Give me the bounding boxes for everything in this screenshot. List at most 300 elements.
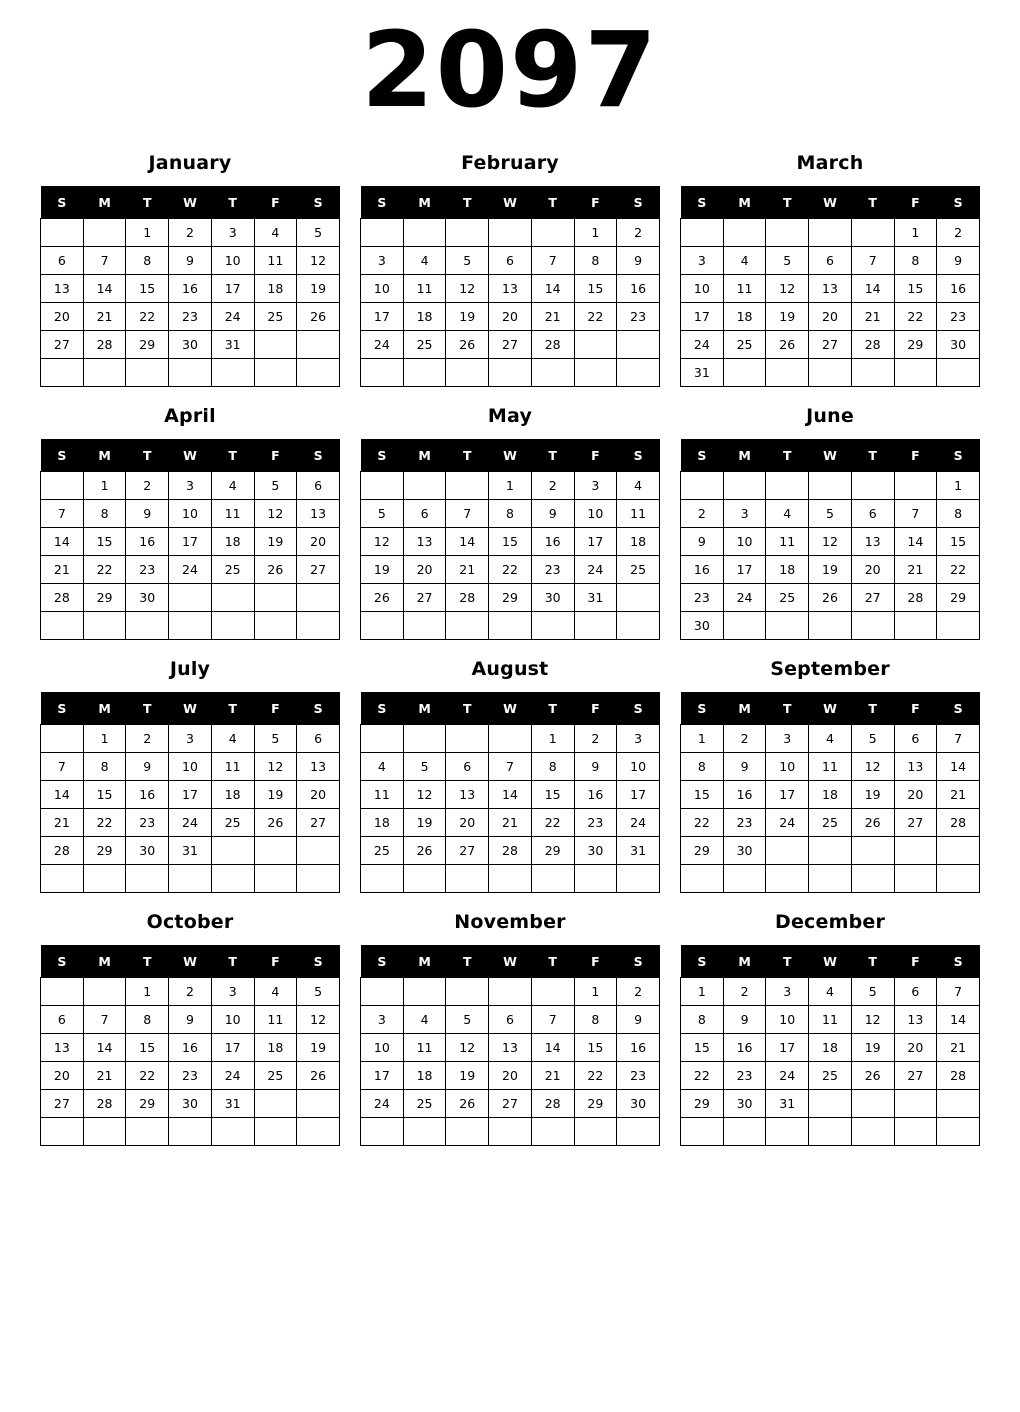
day-cell[interactable]: 20 — [489, 1062, 532, 1090]
day-cell[interactable]: 3 — [169, 725, 212, 753]
day-cell[interactable]: 22 — [894, 303, 937, 331]
day-cell[interactable]: 18 — [254, 1034, 297, 1062]
day-cell[interactable]: 29 — [126, 1090, 169, 1118]
day-cell[interactable]: 8 — [574, 247, 617, 275]
day-cell[interactable]: 18 — [617, 528, 660, 556]
day-cell[interactable]: 3 — [361, 247, 404, 275]
day-cell[interactable]: 3 — [361, 1006, 404, 1034]
day-cell[interactable]: 27 — [809, 331, 852, 359]
day-cell[interactable]: 23 — [126, 809, 169, 837]
day-cell[interactable]: 4 — [211, 725, 254, 753]
day-cell[interactable]: 28 — [446, 584, 489, 612]
day-cell[interactable]: 23 — [723, 809, 766, 837]
day-cell[interactable]: 29 — [937, 584, 980, 612]
day-cell[interactable]: 4 — [361, 753, 404, 781]
day-cell[interactable]: 2 — [617, 978, 660, 1006]
day-cell[interactable]: 22 — [531, 809, 574, 837]
day-cell[interactable]: 19 — [254, 781, 297, 809]
day-cell[interactable]: 26 — [446, 331, 489, 359]
day-cell[interactable]: 11 — [809, 753, 852, 781]
day-cell[interactable]: 18 — [723, 303, 766, 331]
day-cell[interactable]: 4 — [403, 247, 446, 275]
day-cell[interactable]: 4 — [766, 500, 809, 528]
day-cell[interactable]: 7 — [894, 500, 937, 528]
day-cell[interactable]: 3 — [617, 725, 660, 753]
day-cell[interactable]: 7 — [489, 753, 532, 781]
day-cell[interactable]: 8 — [937, 500, 980, 528]
day-cell[interactable]: 26 — [361, 584, 404, 612]
day-cell[interactable]: 1 — [937, 472, 980, 500]
day-cell[interactable]: 26 — [851, 1062, 894, 1090]
day-cell[interactable]: 24 — [169, 809, 212, 837]
day-cell[interactable]: 18 — [766, 556, 809, 584]
day-cell[interactable]: 22 — [83, 556, 126, 584]
day-cell[interactable]: 11 — [211, 500, 254, 528]
day-cell[interactable]: 30 — [617, 1090, 660, 1118]
day-cell[interactable]: 7 — [83, 247, 126, 275]
day-cell[interactable]: 24 — [766, 809, 809, 837]
day-cell[interactable]: 18 — [809, 781, 852, 809]
day-cell[interactable]: 9 — [574, 753, 617, 781]
day-cell[interactable]: 22 — [574, 303, 617, 331]
day-cell[interactable]: 4 — [809, 725, 852, 753]
day-cell[interactable]: 10 — [617, 753, 660, 781]
day-cell[interactable]: 13 — [851, 528, 894, 556]
day-cell[interactable]: 9 — [531, 500, 574, 528]
day-cell[interactable]: 14 — [937, 1006, 980, 1034]
day-cell[interactable]: 15 — [83, 528, 126, 556]
day-cell[interactable]: 2 — [574, 725, 617, 753]
day-cell[interactable]: 16 — [126, 528, 169, 556]
day-cell[interactable]: 6 — [489, 1006, 532, 1034]
day-cell[interactable]: 3 — [211, 219, 254, 247]
day-cell[interactable]: 2 — [169, 219, 212, 247]
day-cell[interactable]: 21 — [937, 1034, 980, 1062]
day-cell[interactable]: 28 — [937, 1062, 980, 1090]
day-cell[interactable]: 13 — [489, 275, 532, 303]
day-cell[interactable]: 3 — [681, 247, 724, 275]
day-cell[interactable]: 24 — [723, 584, 766, 612]
day-cell[interactable]: 9 — [169, 1006, 212, 1034]
day-cell[interactable]: 8 — [83, 500, 126, 528]
day-cell[interactable]: 9 — [723, 1006, 766, 1034]
day-cell[interactable]: 14 — [83, 275, 126, 303]
day-cell[interactable]: 26 — [297, 303, 340, 331]
day-cell[interactable]: 13 — [41, 275, 84, 303]
day-cell[interactable]: 19 — [766, 303, 809, 331]
day-cell[interactable]: 28 — [83, 331, 126, 359]
day-cell[interactable]: 22 — [489, 556, 532, 584]
day-cell[interactable]: 14 — [41, 528, 84, 556]
day-cell[interactable]: 24 — [211, 1062, 254, 1090]
day-cell[interactable]: 16 — [937, 275, 980, 303]
day-cell[interactable]: 17 — [169, 528, 212, 556]
day-cell[interactable]: 19 — [297, 1034, 340, 1062]
day-cell[interactable]: 30 — [723, 837, 766, 865]
day-cell[interactable]: 18 — [211, 528, 254, 556]
day-cell[interactable]: 8 — [531, 753, 574, 781]
day-cell[interactable]: 28 — [894, 584, 937, 612]
day-cell[interactable]: 15 — [531, 781, 574, 809]
day-cell[interactable]: 16 — [723, 781, 766, 809]
day-cell[interactable]: 21 — [851, 303, 894, 331]
day-cell[interactable]: 19 — [851, 1034, 894, 1062]
day-cell[interactable]: 10 — [169, 753, 212, 781]
day-cell[interactable]: 30 — [937, 331, 980, 359]
day-cell[interactable]: 1 — [489, 472, 532, 500]
day-cell[interactable]: 28 — [41, 584, 84, 612]
day-cell[interactable]: 16 — [574, 781, 617, 809]
day-cell[interactable]: 13 — [894, 753, 937, 781]
day-cell[interactable]: 20 — [446, 809, 489, 837]
day-cell[interactable]: 10 — [361, 275, 404, 303]
day-cell[interactable]: 25 — [254, 1062, 297, 1090]
day-cell[interactable]: 29 — [681, 837, 724, 865]
day-cell[interactable]: 1 — [531, 725, 574, 753]
day-cell[interactable]: 4 — [254, 219, 297, 247]
day-cell[interactable]: 6 — [297, 725, 340, 753]
day-cell[interactable]: 17 — [574, 528, 617, 556]
day-cell[interactable]: 18 — [403, 303, 446, 331]
day-cell[interactable]: 17 — [361, 1062, 404, 1090]
day-cell[interactable]: 17 — [766, 1034, 809, 1062]
day-cell[interactable]: 17 — [617, 781, 660, 809]
day-cell[interactable]: 16 — [169, 275, 212, 303]
day-cell[interactable]: 9 — [617, 1006, 660, 1034]
day-cell[interactable]: 14 — [83, 1034, 126, 1062]
day-cell[interactable]: 9 — [723, 753, 766, 781]
day-cell[interactable]: 4 — [211, 472, 254, 500]
day-cell[interactable]: 22 — [681, 1062, 724, 1090]
day-cell[interactable]: 22 — [83, 809, 126, 837]
day-cell[interactable]: 2 — [617, 219, 660, 247]
day-cell[interactable]: 28 — [531, 331, 574, 359]
day-cell[interactable]: 15 — [681, 781, 724, 809]
day-cell[interactable]: 26 — [851, 809, 894, 837]
day-cell[interactable]: 12 — [809, 528, 852, 556]
day-cell[interactable]: 29 — [83, 837, 126, 865]
day-cell[interactable]: 30 — [126, 837, 169, 865]
day-cell[interactable]: 13 — [809, 275, 852, 303]
day-cell[interactable]: 18 — [211, 781, 254, 809]
day-cell[interactable]: 19 — [809, 556, 852, 584]
day-cell[interactable]: 25 — [403, 331, 446, 359]
day-cell[interactable]: 27 — [489, 331, 532, 359]
day-cell[interactable]: 26 — [809, 584, 852, 612]
day-cell[interactable]: 11 — [403, 275, 446, 303]
day-cell[interactable]: 30 — [169, 331, 212, 359]
day-cell[interactable]: 16 — [126, 781, 169, 809]
day-cell[interactable]: 24 — [574, 556, 617, 584]
day-cell[interactable]: 12 — [297, 1006, 340, 1034]
day-cell[interactable]: 19 — [403, 809, 446, 837]
day-cell[interactable]: 2 — [723, 978, 766, 1006]
day-cell[interactable]: 14 — [531, 1034, 574, 1062]
day-cell[interactable]: 9 — [126, 500, 169, 528]
day-cell[interactable]: 5 — [297, 219, 340, 247]
day-cell[interactable]: 17 — [766, 781, 809, 809]
day-cell[interactable]: 17 — [211, 1034, 254, 1062]
day-cell[interactable]: 15 — [574, 275, 617, 303]
day-cell[interactable]: 11 — [809, 1006, 852, 1034]
day-cell[interactable]: 5 — [254, 472, 297, 500]
day-cell[interactable]: 26 — [766, 331, 809, 359]
day-cell[interactable]: 1 — [126, 978, 169, 1006]
day-cell[interactable]: 2 — [681, 500, 724, 528]
day-cell[interactable]: 26 — [254, 809, 297, 837]
day-cell[interactable]: 7 — [937, 725, 980, 753]
day-cell[interactable]: 17 — [723, 556, 766, 584]
day-cell[interactable]: 19 — [361, 556, 404, 584]
day-cell[interactable]: 16 — [617, 275, 660, 303]
day-cell[interactable]: 27 — [41, 331, 84, 359]
day-cell[interactable]: 8 — [574, 1006, 617, 1034]
day-cell[interactable]: 29 — [894, 331, 937, 359]
day-cell[interactable]: 15 — [489, 528, 532, 556]
day-cell[interactable]: 10 — [766, 753, 809, 781]
day-cell[interactable]: 17 — [681, 303, 724, 331]
day-cell[interactable]: 11 — [254, 1006, 297, 1034]
day-cell[interactable]: 27 — [297, 556, 340, 584]
day-cell[interactable]: 21 — [446, 556, 489, 584]
day-cell[interactable]: 13 — [297, 500, 340, 528]
day-cell[interactable]: 31 — [766, 1090, 809, 1118]
day-cell[interactable]: 17 — [211, 275, 254, 303]
day-cell[interactable]: 20 — [41, 303, 84, 331]
day-cell[interactable]: 31 — [617, 837, 660, 865]
day-cell[interactable]: 3 — [766, 725, 809, 753]
day-cell[interactable]: 25 — [254, 303, 297, 331]
day-cell[interactable]: 20 — [489, 303, 532, 331]
day-cell[interactable]: 27 — [297, 809, 340, 837]
day-cell[interactable]: 26 — [254, 556, 297, 584]
day-cell[interactable]: 31 — [211, 1090, 254, 1118]
day-cell[interactable]: 20 — [809, 303, 852, 331]
day-cell[interactable]: 1 — [681, 978, 724, 1006]
day-cell[interactable]: 18 — [254, 275, 297, 303]
day-cell[interactable]: 23 — [574, 809, 617, 837]
day-cell[interactable]: 19 — [446, 303, 489, 331]
day-cell[interactable]: 20 — [297, 781, 340, 809]
day-cell[interactable]: 29 — [681, 1090, 724, 1118]
day-cell[interactable]: 11 — [254, 247, 297, 275]
day-cell[interactable]: 22 — [681, 809, 724, 837]
day-cell[interactable]: 2 — [126, 472, 169, 500]
day-cell[interactable]: 10 — [766, 1006, 809, 1034]
day-cell[interactable]: 2 — [531, 472, 574, 500]
day-cell[interactable]: 19 — [851, 781, 894, 809]
day-cell[interactable]: 19 — [297, 275, 340, 303]
day-cell[interactable]: 6 — [894, 725, 937, 753]
day-cell[interactable]: 9 — [937, 247, 980, 275]
day-cell[interactable]: 23 — [169, 1062, 212, 1090]
day-cell[interactable]: 21 — [83, 303, 126, 331]
day-cell[interactable]: 30 — [126, 584, 169, 612]
day-cell[interactable]: 14 — [851, 275, 894, 303]
day-cell[interactable]: 12 — [254, 753, 297, 781]
day-cell[interactable]: 20 — [894, 1034, 937, 1062]
day-cell[interactable]: 7 — [531, 247, 574, 275]
day-cell[interactable]: 22 — [126, 303, 169, 331]
day-cell[interactable]: 10 — [723, 528, 766, 556]
day-cell[interactable]: 6 — [446, 753, 489, 781]
day-cell[interactable]: 20 — [403, 556, 446, 584]
day-cell[interactable]: 7 — [41, 500, 84, 528]
day-cell[interactable]: 20 — [894, 781, 937, 809]
day-cell[interactable]: 21 — [937, 781, 980, 809]
day-cell[interactable]: 21 — [41, 809, 84, 837]
day-cell[interactable]: 31 — [211, 331, 254, 359]
day-cell[interactable]: 1 — [83, 472, 126, 500]
day-cell[interactable]: 19 — [446, 1062, 489, 1090]
day-cell[interactable]: 24 — [361, 1090, 404, 1118]
day-cell[interactable]: 12 — [851, 753, 894, 781]
day-cell[interactable]: 5 — [851, 978, 894, 1006]
day-cell[interactable]: 15 — [126, 275, 169, 303]
day-cell[interactable]: 29 — [574, 1090, 617, 1118]
day-cell[interactable]: 14 — [41, 781, 84, 809]
day-cell[interactable]: 25 — [809, 1062, 852, 1090]
day-cell[interactable]: 14 — [446, 528, 489, 556]
day-cell[interactable]: 14 — [894, 528, 937, 556]
day-cell[interactable]: 1 — [681, 725, 724, 753]
day-cell[interactable]: 25 — [403, 1090, 446, 1118]
day-cell[interactable]: 12 — [403, 781, 446, 809]
day-cell[interactable]: 29 — [126, 331, 169, 359]
day-cell[interactable]: 12 — [361, 528, 404, 556]
day-cell[interactable]: 5 — [361, 500, 404, 528]
day-cell[interactable]: 6 — [489, 247, 532, 275]
day-cell[interactable]: 4 — [617, 472, 660, 500]
day-cell[interactable]: 11 — [766, 528, 809, 556]
day-cell[interactable]: 5 — [446, 247, 489, 275]
day-cell[interactable]: 27 — [446, 837, 489, 865]
day-cell[interactable]: 18 — [809, 1034, 852, 1062]
day-cell[interactable]: 20 — [851, 556, 894, 584]
day-cell[interactable]: 22 — [126, 1062, 169, 1090]
day-cell[interactable]: 26 — [403, 837, 446, 865]
day-cell[interactable]: 3 — [723, 500, 766, 528]
day-cell[interactable]: 24 — [169, 556, 212, 584]
day-cell[interactable]: 16 — [723, 1034, 766, 1062]
day-cell[interactable]: 21 — [41, 556, 84, 584]
day-cell[interactable]: 20 — [297, 528, 340, 556]
day-cell[interactable]: 2 — [937, 219, 980, 247]
day-cell[interactable]: 13 — [297, 753, 340, 781]
day-cell[interactable]: 6 — [851, 500, 894, 528]
day-cell[interactable]: 6 — [41, 1006, 84, 1034]
day-cell[interactable]: 23 — [937, 303, 980, 331]
day-cell[interactable]: 17 — [361, 303, 404, 331]
day-cell[interactable]: 16 — [169, 1034, 212, 1062]
day-cell[interactable]: 4 — [403, 1006, 446, 1034]
day-cell[interactable]: 27 — [894, 1062, 937, 1090]
day-cell[interactable]: 15 — [574, 1034, 617, 1062]
day-cell[interactable]: 2 — [169, 978, 212, 1006]
day-cell[interactable]: 4 — [809, 978, 852, 1006]
day-cell[interactable]: 10 — [681, 275, 724, 303]
day-cell[interactable]: 30 — [681, 612, 724, 640]
day-cell[interactable]: 9 — [169, 247, 212, 275]
day-cell[interactable]: 2 — [723, 725, 766, 753]
day-cell[interactable]: 24 — [211, 303, 254, 331]
day-cell[interactable]: 3 — [574, 472, 617, 500]
day-cell[interactable]: 21 — [531, 1062, 574, 1090]
day-cell[interactable]: 23 — [617, 303, 660, 331]
day-cell[interactable]: 7 — [937, 978, 980, 1006]
day-cell[interactable]: 14 — [489, 781, 532, 809]
day-cell[interactable]: 25 — [723, 331, 766, 359]
day-cell[interactable]: 1 — [574, 978, 617, 1006]
day-cell[interactable]: 28 — [851, 331, 894, 359]
day-cell[interactable]: 23 — [126, 556, 169, 584]
day-cell[interactable]: 6 — [894, 978, 937, 1006]
day-cell[interactable]: 5 — [446, 1006, 489, 1034]
day-cell[interactable]: 31 — [169, 837, 212, 865]
day-cell[interactable]: 5 — [766, 247, 809, 275]
day-cell[interactable]: 28 — [531, 1090, 574, 1118]
day-cell[interactable]: 6 — [41, 247, 84, 275]
day-cell[interactable]: 11 — [211, 753, 254, 781]
day-cell[interactable]: 8 — [126, 1006, 169, 1034]
day-cell[interactable]: 29 — [531, 837, 574, 865]
day-cell[interactable]: 22 — [937, 556, 980, 584]
day-cell[interactable]: 24 — [766, 1062, 809, 1090]
day-cell[interactable]: 15 — [83, 781, 126, 809]
day-cell[interactable]: 10 — [169, 500, 212, 528]
day-cell[interactable]: 18 — [403, 1062, 446, 1090]
day-cell[interactable]: 30 — [169, 1090, 212, 1118]
day-cell[interactable]: 11 — [617, 500, 660, 528]
day-cell[interactable]: 8 — [126, 247, 169, 275]
day-cell[interactable]: 10 — [211, 1006, 254, 1034]
day-cell[interactable]: 15 — [894, 275, 937, 303]
day-cell[interactable]: 31 — [681, 359, 724, 387]
day-cell[interactable]: 11 — [723, 275, 766, 303]
day-cell[interactable]: 23 — [617, 1062, 660, 1090]
day-cell[interactable]: 1 — [83, 725, 126, 753]
day-cell[interactable]: 4 — [723, 247, 766, 275]
day-cell[interactable]: 28 — [937, 809, 980, 837]
day-cell[interactable]: 6 — [403, 500, 446, 528]
day-cell[interactable]: 21 — [489, 809, 532, 837]
day-cell[interactable]: 17 — [169, 781, 212, 809]
day-cell[interactable]: 25 — [809, 809, 852, 837]
day-cell[interactable]: 14 — [937, 753, 980, 781]
day-cell[interactable]: 27 — [894, 809, 937, 837]
day-cell[interactable]: 27 — [41, 1090, 84, 1118]
day-cell[interactable]: 7 — [531, 1006, 574, 1034]
day-cell[interactable]: 21 — [531, 303, 574, 331]
day-cell[interactable]: 10 — [361, 1034, 404, 1062]
day-cell[interactable]: 24 — [617, 809, 660, 837]
day-cell[interactable]: 16 — [681, 556, 724, 584]
day-cell[interactable]: 21 — [83, 1062, 126, 1090]
day-cell[interactable]: 12 — [297, 247, 340, 275]
day-cell[interactable]: 25 — [766, 584, 809, 612]
day-cell[interactable]: 10 — [574, 500, 617, 528]
day-cell[interactable]: 26 — [297, 1062, 340, 1090]
day-cell[interactable]: 5 — [254, 725, 297, 753]
day-cell[interactable]: 12 — [766, 275, 809, 303]
day-cell[interactable]: 13 — [41, 1034, 84, 1062]
day-cell[interactable]: 9 — [617, 247, 660, 275]
day-cell[interactable]: 23 — [169, 303, 212, 331]
day-cell[interactable]: 29 — [83, 584, 126, 612]
day-cell[interactable]: 3 — [169, 472, 212, 500]
day-cell[interactable]: 8 — [681, 753, 724, 781]
day-cell[interactable]: 26 — [446, 1090, 489, 1118]
